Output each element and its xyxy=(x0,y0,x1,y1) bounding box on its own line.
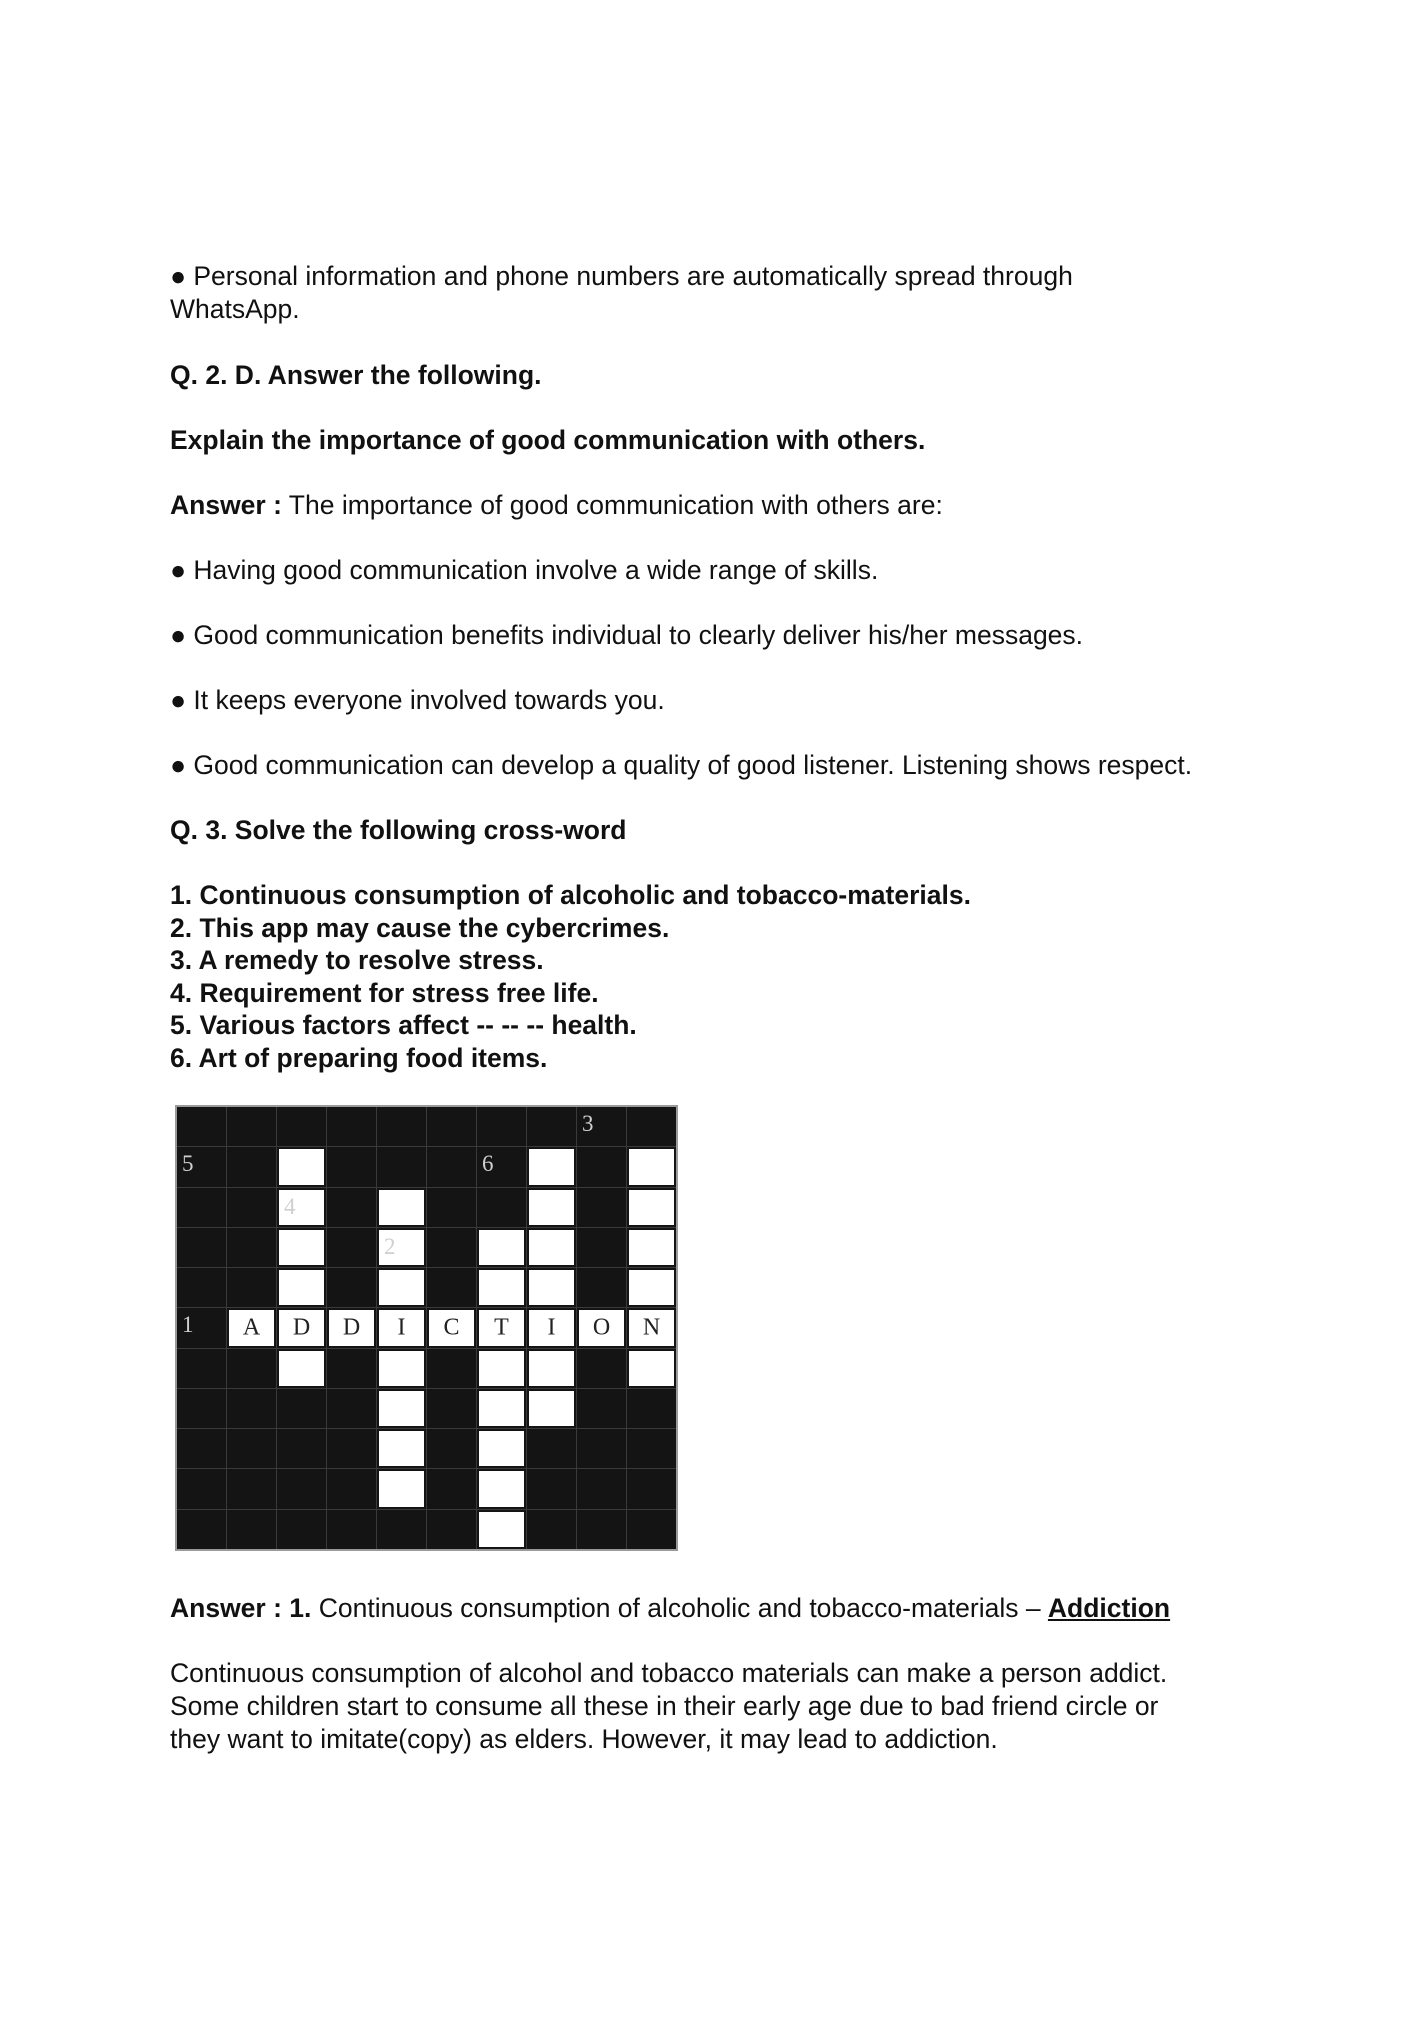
bullet-whatsapp xyxy=(170,260,1270,326)
crossword-letter: A xyxy=(242,1314,261,1341)
crossword-clue-number: 3 xyxy=(582,1111,594,1136)
crossword-cell-black xyxy=(577,1107,626,1146)
answer-label: Answer : xyxy=(170,490,282,520)
crossword-cell-black xyxy=(527,1107,576,1146)
crossword-cell-black xyxy=(227,1147,276,1186)
crossword-cell-black xyxy=(527,1510,576,1549)
crossword-cell-black xyxy=(177,1228,226,1267)
crossword-cell-white xyxy=(277,1188,326,1227)
crossword-cell-black xyxy=(427,1510,476,1549)
crossword-cell-black xyxy=(327,1510,376,1549)
crossword-cell-black xyxy=(177,1389,226,1428)
bullet-item: ● Good communication can develop a quality of good listener. Listening shows respect. xyxy=(170,750,1193,780)
crossword-cell-black xyxy=(577,1147,626,1186)
crossword-cell-black xyxy=(427,1429,476,1468)
crossword-cell-black xyxy=(227,1349,276,1388)
crossword-cell-black xyxy=(377,1147,426,1186)
crossword-letter: D xyxy=(342,1314,361,1341)
crossword-cell-black xyxy=(577,1268,626,1307)
q2d-heading: Q. 2. D. Answer the following. xyxy=(170,360,542,390)
crossword-figure xyxy=(175,1105,678,1551)
crossword-cell-black xyxy=(327,1349,376,1388)
crossword-cell-white xyxy=(627,1268,676,1307)
crossword-cell-white xyxy=(527,1268,576,1307)
clue-item: 4. Requirement for stress free life. xyxy=(170,977,599,1008)
crossword-cell-white xyxy=(477,1510,526,1549)
crossword-cell-black xyxy=(177,1469,226,1508)
crossword-cell-white xyxy=(627,1188,676,1227)
clue-item: 3. A remedy to resolve stress. xyxy=(170,945,544,975)
crossword-cell-white xyxy=(377,1308,426,1347)
crossword-letter: N xyxy=(642,1314,661,1341)
crossword-cell-black xyxy=(477,1107,526,1146)
q2d-question: Explain the importance of good communication with others. xyxy=(170,425,926,455)
crossword-cell-black xyxy=(327,1429,376,1468)
crossword-clue-number: 2 xyxy=(384,1233,396,1259)
q3-heading: Q. 3. Solve the following cross-word xyxy=(170,815,627,845)
crossword-cell-white xyxy=(527,1389,576,1428)
clue-item: 5. Various factors affect -- -- -- health. xyxy=(170,1010,637,1040)
crossword-cell-white xyxy=(277,1147,326,1186)
crossword-cell-white xyxy=(627,1228,676,1267)
crossword-cell-black xyxy=(577,1510,626,1549)
crossword-cell-black xyxy=(177,1349,226,1388)
crossword-cell-white xyxy=(277,1349,326,1388)
q3-answer xyxy=(170,1592,1170,1625)
crossword-cell-black xyxy=(427,1268,476,1307)
crossword-cell-black xyxy=(427,1188,476,1227)
crossword-cell-white xyxy=(577,1308,626,1347)
crossword-cell-white xyxy=(377,1228,426,1267)
crossword-cell-black xyxy=(377,1510,426,1549)
crossword-cell-black xyxy=(277,1429,326,1468)
crossword-cell-white xyxy=(477,1389,526,1428)
answer-text: Continuous consumption of alcoholic and tobacco-materials – xyxy=(311,1593,1048,1623)
crossword-cell-black xyxy=(177,1268,226,1307)
crossword-cell-black xyxy=(327,1268,376,1307)
crossword-cell-white xyxy=(527,1228,576,1267)
crossword-cell-black xyxy=(427,1147,476,1186)
bullet-item: ● Having good communication involve a wide range of skills. xyxy=(170,555,879,585)
crossword-cell-black xyxy=(527,1429,576,1468)
crossword-cell-black xyxy=(227,1469,276,1508)
crossword-cell-white xyxy=(627,1349,676,1388)
crossword-cell-black xyxy=(477,1188,526,1227)
explanation-paragraph xyxy=(170,1657,1270,1756)
crossword-cell-black xyxy=(377,1107,426,1146)
crossword-cell-black xyxy=(277,1469,326,1508)
explanation-line: Continuous consumption of alcohol and tobacco materials can make a person addict. xyxy=(170,1658,1168,1688)
crossword-cell-black xyxy=(327,1228,376,1267)
crossword-cell-black xyxy=(627,1510,676,1549)
clue-item: 1. Continuous consumption of alcoholic and tobacco-materials. xyxy=(170,880,971,910)
crossword-cell-black xyxy=(627,1389,676,1428)
bullet-whatsapp-line1: ● Personal information and phone numbers are automatically spread through xyxy=(170,261,1073,291)
crossword-clue-number: 1 xyxy=(182,1312,194,1338)
crossword-cell-white xyxy=(477,1349,526,1388)
crossword-cell-black xyxy=(477,1147,526,1186)
bullet-item: ● It keeps everyone involved towards you. xyxy=(170,685,665,715)
crossword-cell-black xyxy=(177,1308,226,1347)
crossword-cell-black xyxy=(227,1228,276,1267)
crossword-cell-black xyxy=(177,1510,226,1549)
crossword-cell-white xyxy=(377,1389,426,1428)
crossword-cell-white xyxy=(277,1308,326,1347)
crossword-letter: I xyxy=(397,1314,406,1341)
crossword-cell-black xyxy=(277,1389,326,1428)
crossword-cell-white xyxy=(227,1308,276,1347)
crossword-cell-black xyxy=(577,1429,626,1468)
crossword-cell-white xyxy=(377,1268,426,1307)
crossword-cell-black xyxy=(177,1188,226,1227)
q2d-answer xyxy=(170,489,943,522)
crossword-cell-black xyxy=(227,1268,276,1307)
crossword-cell-black xyxy=(277,1510,326,1549)
crossword-cell-white xyxy=(477,1228,526,1267)
crossword-cell-white xyxy=(277,1228,326,1267)
crossword-cell-white xyxy=(277,1268,326,1307)
crossword-letter: O xyxy=(592,1314,611,1341)
crossword-cell-white xyxy=(377,1429,426,1468)
crossword-cell-white xyxy=(377,1188,426,1227)
clue-item: 6. Art of preparing food items. xyxy=(170,1042,548,1073)
crossword-cell-black xyxy=(427,1228,476,1267)
clue-item: 2. This app may cause the cybercrimes. xyxy=(170,912,670,943)
crossword-clue-number: 5 xyxy=(182,1151,194,1177)
answer-word: Addiction xyxy=(1047,1593,1171,1623)
answer-label: Answer : 1. xyxy=(170,1593,312,1623)
crossword-cell-black xyxy=(227,1188,276,1227)
crossword-cell-black xyxy=(427,1349,476,1388)
bullet-whatsapp-line2: WhatsApp. xyxy=(170,294,300,324)
crossword-letter: I xyxy=(547,1314,556,1341)
bullet-item: ● Good communication benefits individual to clearly deliver his/her messages. xyxy=(170,620,1084,650)
crossword-grid xyxy=(177,1107,676,1549)
crossword-cell-white xyxy=(527,1147,576,1186)
answer-text: The importance of good communication with others are: xyxy=(281,490,943,520)
crossword-letter: C xyxy=(443,1314,460,1341)
crossword-cell-black xyxy=(227,1429,276,1468)
explanation-line: they want to imitate(copy) as elders. However, it may lead to addiction. xyxy=(170,1724,998,1754)
crossword-cell-black xyxy=(577,1228,626,1267)
crossword-cell-black xyxy=(227,1107,276,1146)
crossword-cell-white xyxy=(527,1188,576,1227)
crossword-cell-black xyxy=(227,1389,276,1428)
crossword-letter: T xyxy=(494,1314,509,1341)
crossword-cell-white xyxy=(527,1349,576,1388)
crossword-cell-black xyxy=(627,1469,676,1508)
crossword-cell-black xyxy=(427,1107,476,1146)
crossword-cell-white xyxy=(627,1147,676,1186)
clue-list xyxy=(170,879,971,1074)
crossword-cell-black xyxy=(327,1389,376,1428)
crossword-cell-black xyxy=(577,1389,626,1428)
crossword-cell-black xyxy=(177,1429,226,1468)
crossword-cell-black xyxy=(327,1147,376,1186)
crossword-cell-black xyxy=(327,1107,376,1146)
crossword-cell-black xyxy=(227,1510,276,1549)
crossword-cell-white xyxy=(477,1308,526,1347)
crossword-cell-black xyxy=(577,1188,626,1227)
explanation-line: Some children start to consume all these in their early age due to bad friend circle or xyxy=(170,1691,1159,1721)
crossword-cell-black xyxy=(577,1469,626,1508)
crossword-cell-black xyxy=(327,1469,376,1508)
crossword-cell-black xyxy=(427,1389,476,1428)
crossword-cell-black xyxy=(327,1188,376,1227)
crossword-letter: D xyxy=(292,1314,311,1341)
crossword-cell-white xyxy=(327,1308,376,1347)
crossword-cell-black xyxy=(177,1147,226,1186)
crossword-cell-white xyxy=(377,1349,426,1388)
crossword-clue-number: 4 xyxy=(284,1193,296,1219)
crossword-cell-white xyxy=(477,1429,526,1468)
crossword-cell-black xyxy=(177,1107,226,1146)
crossword-cell-black xyxy=(627,1107,676,1146)
crossword-cell-black xyxy=(527,1469,576,1508)
crossword-cell-white xyxy=(477,1268,526,1307)
crossword-cell-black xyxy=(627,1429,676,1468)
crossword-cell-black xyxy=(427,1469,476,1508)
crossword-cell-black xyxy=(277,1107,326,1146)
crossword-cell-white xyxy=(527,1308,576,1347)
crossword-cell-white xyxy=(477,1469,526,1508)
crossword-cell-white xyxy=(377,1469,426,1508)
crossword-cell-white xyxy=(427,1308,476,1347)
crossword-cell-white xyxy=(627,1308,676,1347)
crossword-cell-black xyxy=(577,1349,626,1388)
crossword-clue-number: 6 xyxy=(482,1151,494,1177)
